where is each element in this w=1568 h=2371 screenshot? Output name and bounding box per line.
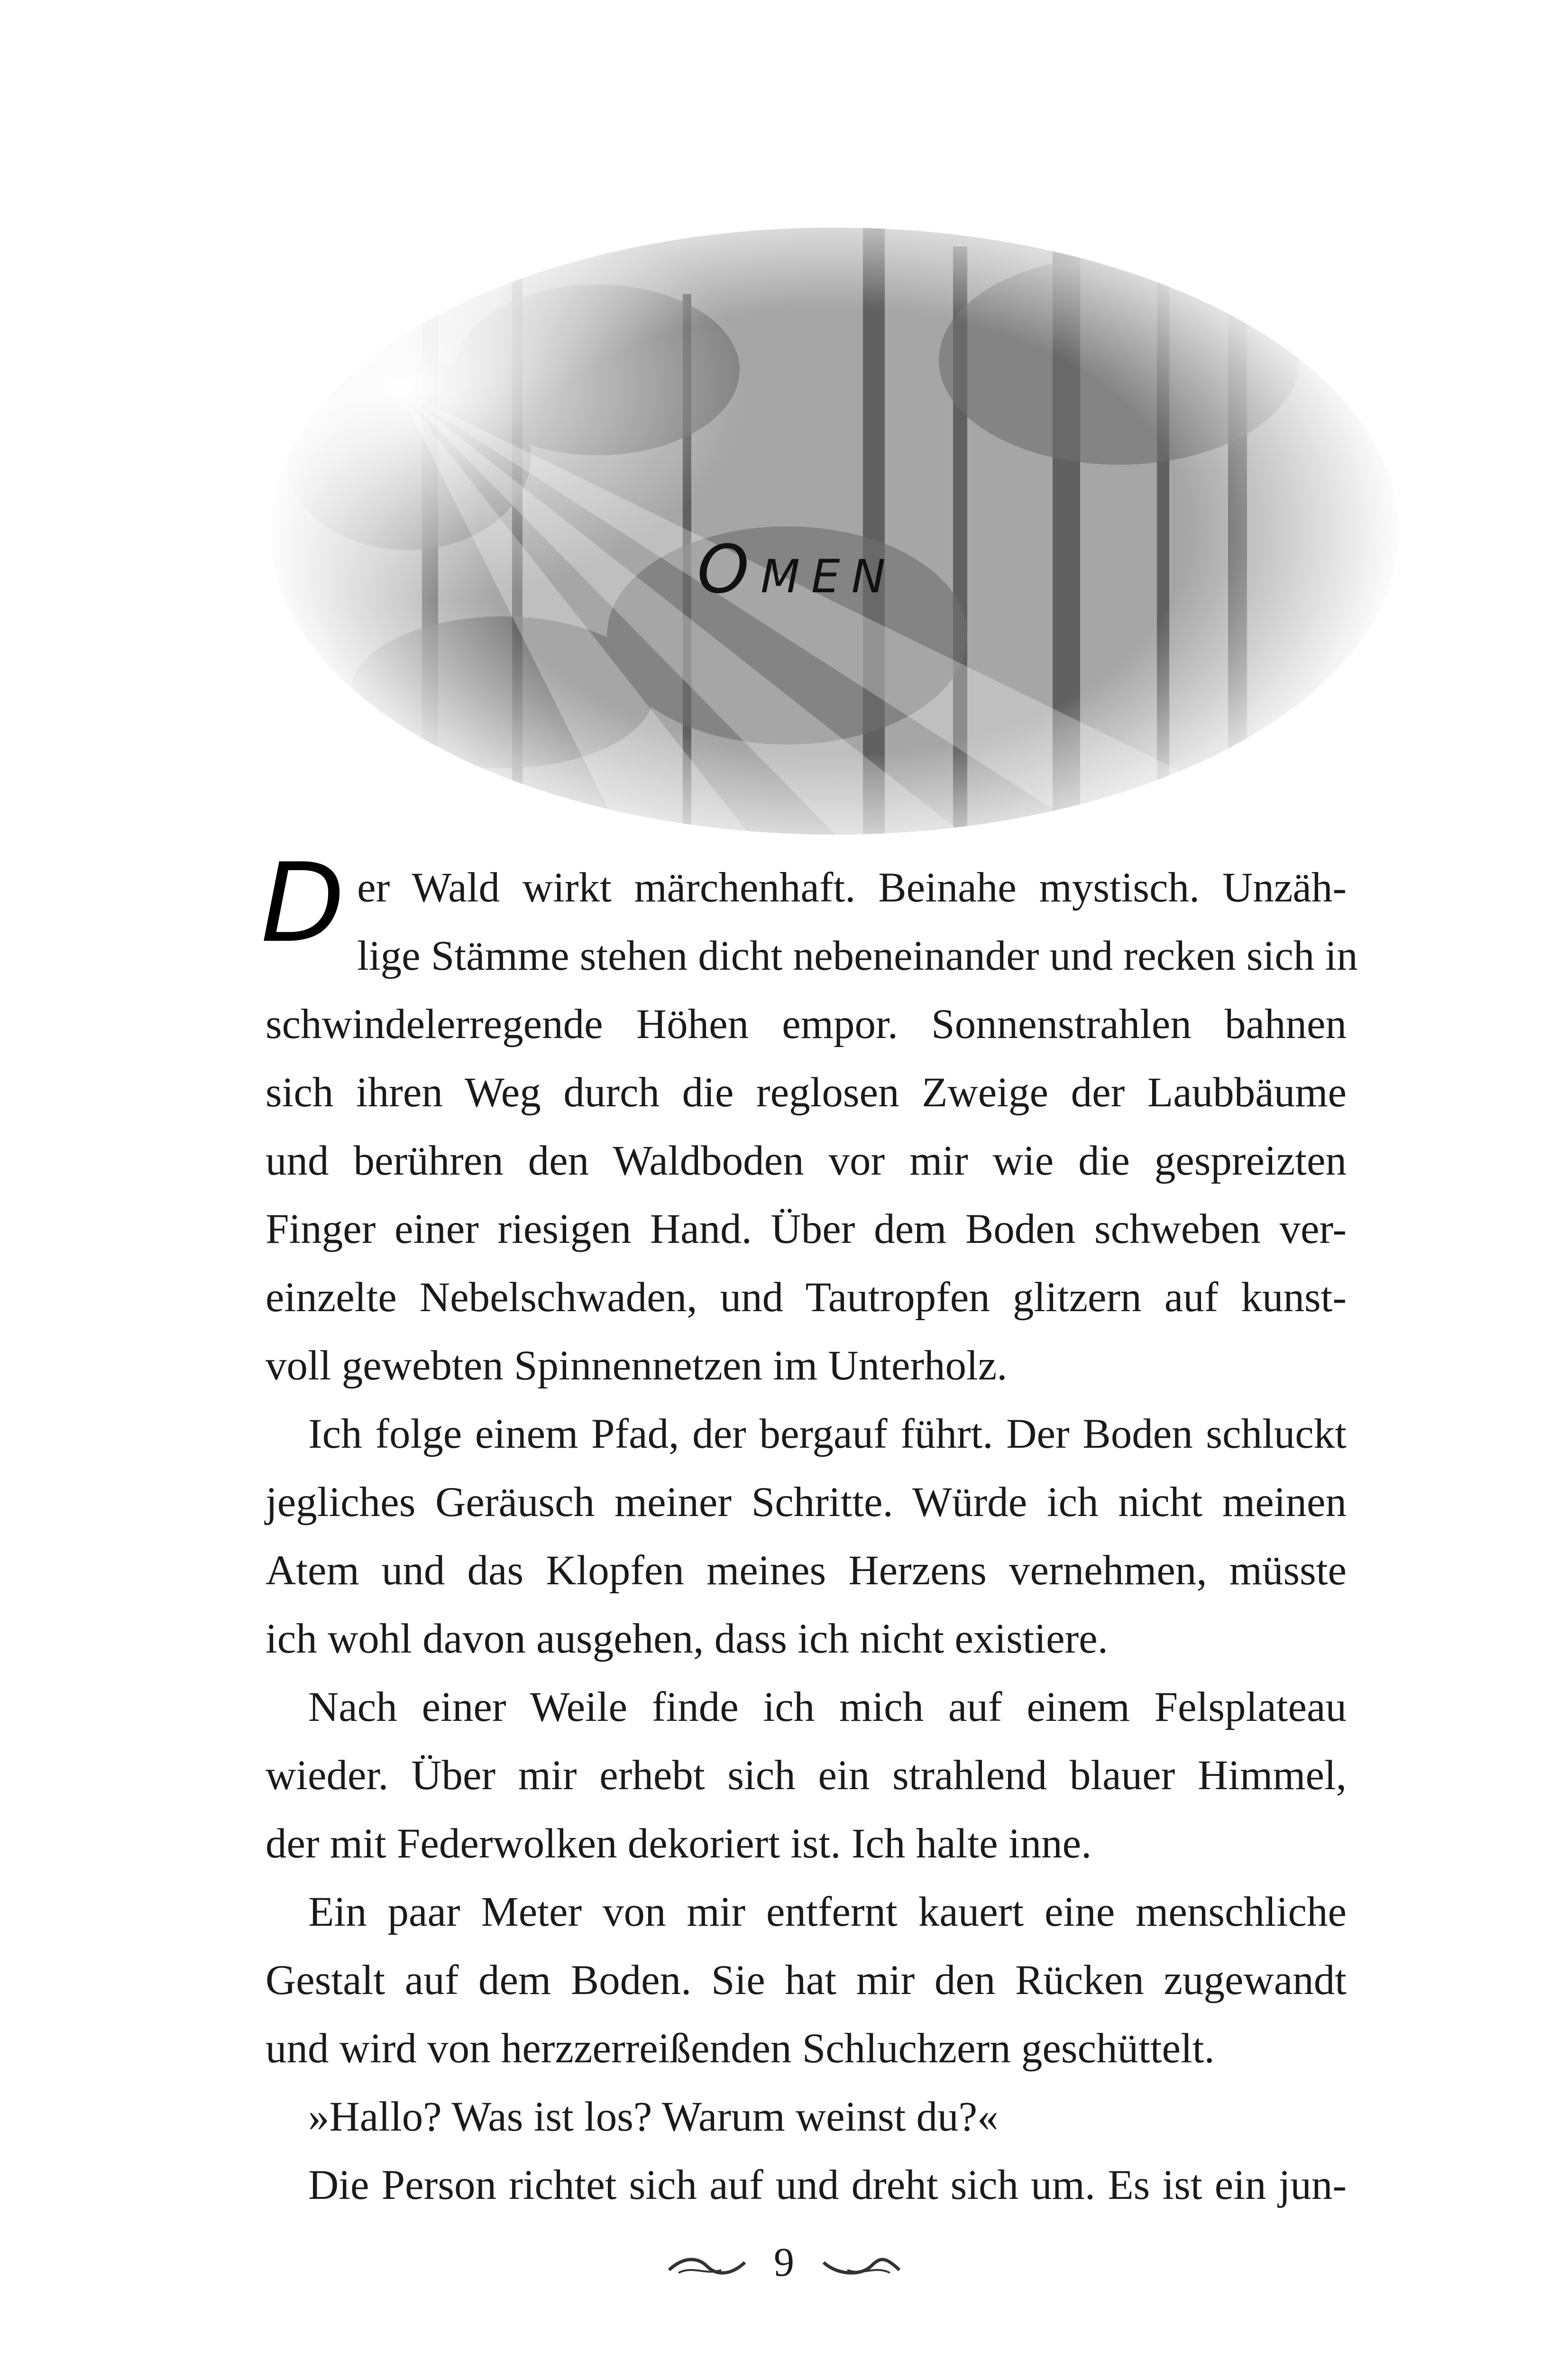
swash-left-icon — [664, 2252, 750, 2280]
page-footer — [0, 2238, 1568, 2286]
text-line: Ich folge einem Pfad, der bergauf führt. Der Boden schluckt — [308, 1411, 1347, 1457]
text-line: »Hallo? Was ist los? Warum weinst du?« — [308, 2094, 999, 2140]
page-number: 9 — [774, 2239, 794, 2285]
swash-right-icon — [819, 2252, 904, 2280]
paragraph — [266, 1673, 1347, 1878]
text-line: Ein paar Meter von mir entfernt kauert eine menschliche — [308, 1889, 1347, 1935]
text-line: er Wald wirkt märchenhaft. Beinahe mystisch. Unzäh- — [357, 864, 1347, 911]
text-line: einzelte Nebelschwaden, und Tautropfen glitzern auf kunst- — [266, 1274, 1347, 1321]
text-line: und berühren den Waldboden vor mir wie die gespreizten — [266, 1138, 1347, 1184]
text-line: der mit Federwolken dekoriert ist. Ich halte inne. — [266, 1820, 1092, 1867]
text-line: Finger einer riesigen Hand. Über dem Boden schweben ver- — [266, 1206, 1347, 1252]
text-line: ich wohl davon ausgehen, dass ich nicht existiere. — [266, 1616, 1109, 1662]
text-line: Gestalt auf dem Boden. Sie hat mir den Rücken zugewandt — [266, 1957, 1347, 2003]
paragraph — [266, 854, 1358, 1400]
text-line: schwindelerregende Höhen empor. Sonnenstrahlen bahnen — [266, 1001, 1347, 1048]
chapter-title — [697, 531, 897, 608]
text-line: sich ihren Weg durch die reglosen Zweige der Laubbäume — [266, 1069, 1347, 1116]
text-line: lige Stämme stehen dicht nebeneinander und recken sich in — [357, 933, 1358, 979]
text-line: voll gewebten Spinnennetzen im Unterholz. — [266, 1342, 1008, 1389]
text-line: jegliches Geräusch meiner Schritte. Würde ich nicht meinen — [266, 1479, 1347, 1526]
paragraph — [266, 2083, 1347, 2151]
chapter-text — [261, 840, 1358, 2219]
text-line: und wird von herzzerreißenden Schluchzern geschüttelt. — [266, 2025, 1215, 2072]
text-line: wieder. Über mir erhebt sich ein strahlend blauer Himmel, — [266, 1752, 1347, 1799]
text-line: Die Person richtet sich auf und dreht sich um. Es ist ein jun- — [308, 2162, 1347, 2208]
chapter-title-initial: O — [697, 531, 761, 608]
paragraph-list — [266, 854, 1358, 2219]
paragraph — [266, 1878, 1347, 2083]
chapter-title-rest: MEN — [761, 550, 897, 603]
paragraph — [266, 2151, 1347, 2219]
paragraph — [266, 1400, 1347, 1673]
text-line: Nach einer Weile finde ich mich auf einem Felsplateau — [308, 1684, 1347, 1730]
text-line: Atem und das Klopfen meines Herzens vernehmen, müsste — [266, 1547, 1347, 1594]
drop-cap: D — [261, 840, 345, 967]
